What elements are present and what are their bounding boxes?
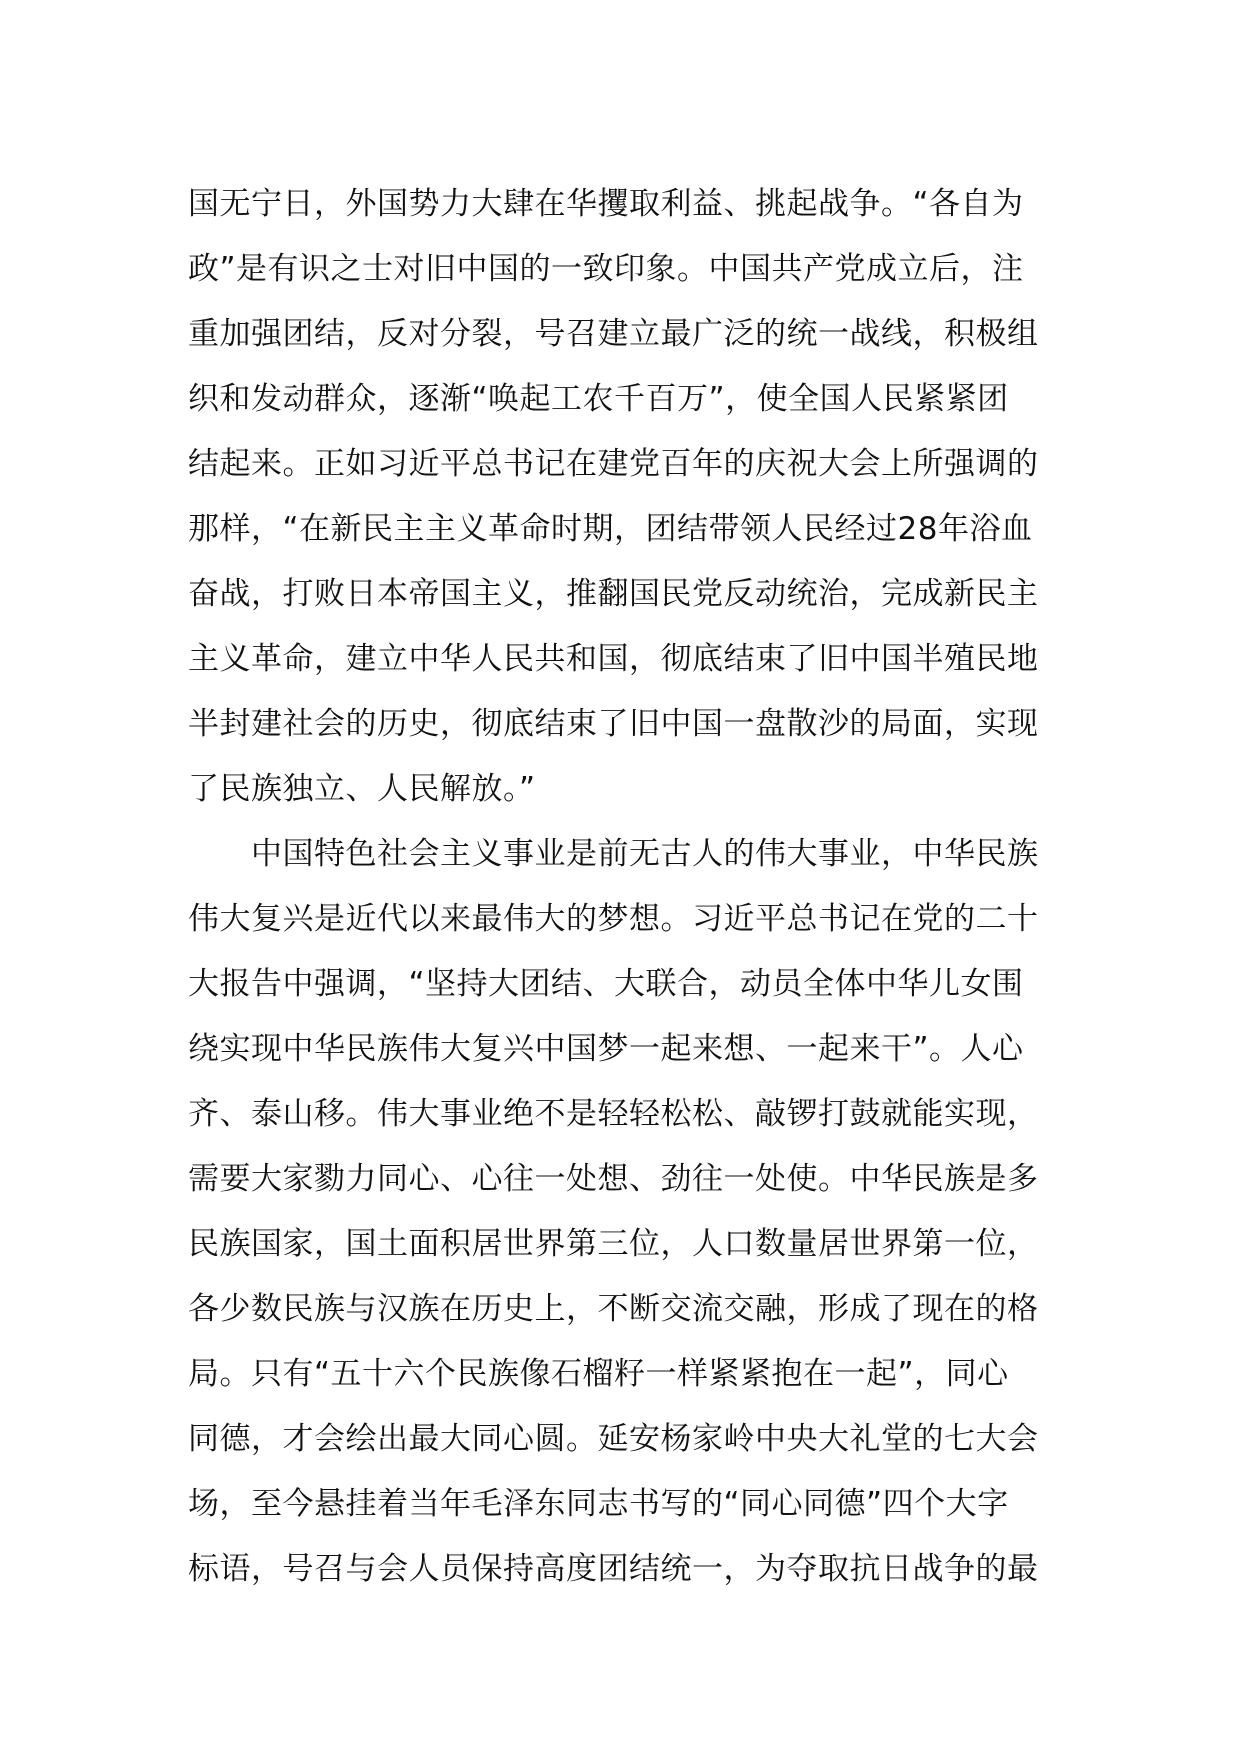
text-line: 政”是有识之士对旧中国的一致印象。中国共产党成立后，注 bbox=[188, 251, 1024, 287]
text-line: 伟大复兴是近代以来最伟大的梦想。习近平总书记在党的二十 bbox=[188, 901, 1039, 937]
text-line: 奋战，打败日本帝国主义，推翻国民党反动统治，完成新民主 bbox=[188, 576, 1039, 612]
text-line: 结起来。正如习近平总书记在建党百年的庆祝大会上所强调的 bbox=[188, 446, 1039, 482]
text-line: 需要大家勠力同心、心往一处想、劲往一处使。中华民族是多 bbox=[188, 1161, 1039, 1197]
text-line: 那样，“在新民主主义革命时期，团结带领人民经过28年浴血 bbox=[188, 511, 1033, 547]
text-line: 同德，才会绘出最大同心圆。延安杨家岭中央大礼堂的七大会 bbox=[188, 1421, 1039, 1457]
body-text bbox=[188, 172, 1058, 1602]
text-line: 半封建社会的历史，彻底结束了旧中国一盘散沙的局面，实现 bbox=[188, 706, 1039, 742]
text-line: 场，至今悬挂着当年毛泽东同志书写的“同心同德”四个大字 bbox=[188, 1486, 1009, 1522]
text-line: 织和发动群众，逐渐“唤起工农千百万”，使全国人民紧紧团 bbox=[188, 381, 1009, 417]
text-line: 大报告中强调，“坚持大团结、大联合，动员全体中华儿女围 bbox=[188, 966, 1024, 1002]
text-line: 民族国家，国土面积居世界第三位，人口数量居世界第一位， bbox=[188, 1226, 1039, 1262]
text-line: 中国特色社会主义事业是前无古人的伟大事业，中华民族 bbox=[188, 836, 1039, 872]
text-line: 重加强团结，反对分裂，号召建立最广泛的统一战线，积极组 bbox=[188, 316, 1039, 352]
text-line: 标语，号召与会人员保持高度团结统一，为夺取抗日战争的最 bbox=[188, 1551, 1039, 1587]
text-line: 主义革命，建立中华人民共和国，彻底结束了旧中国半殖民地 bbox=[188, 641, 1039, 677]
text-line: 绕实现中华民族伟大复兴中国梦一起来想、一起来干”。人心 bbox=[188, 1031, 1024, 1067]
text-line: 了民族独立、人民解放。” bbox=[188, 771, 536, 807]
text-line: 局。只有“五十六个民族像石榴籽一样紧紧抱在一起”，同心 bbox=[188, 1356, 1009, 1392]
text-line: 各少数民族与汉族在历史上，不断交流交融，形成了现在的格 bbox=[188, 1291, 1039, 1327]
text-line: 齐、泰山移。伟大事业绝不是轻轻松松、敲锣打鼓就能实现， bbox=[188, 1096, 1039, 1132]
text-line: 国无宁日，外国势力大肆在华攫取利益、挑起战争。“各自为 bbox=[188, 186, 1024, 222]
